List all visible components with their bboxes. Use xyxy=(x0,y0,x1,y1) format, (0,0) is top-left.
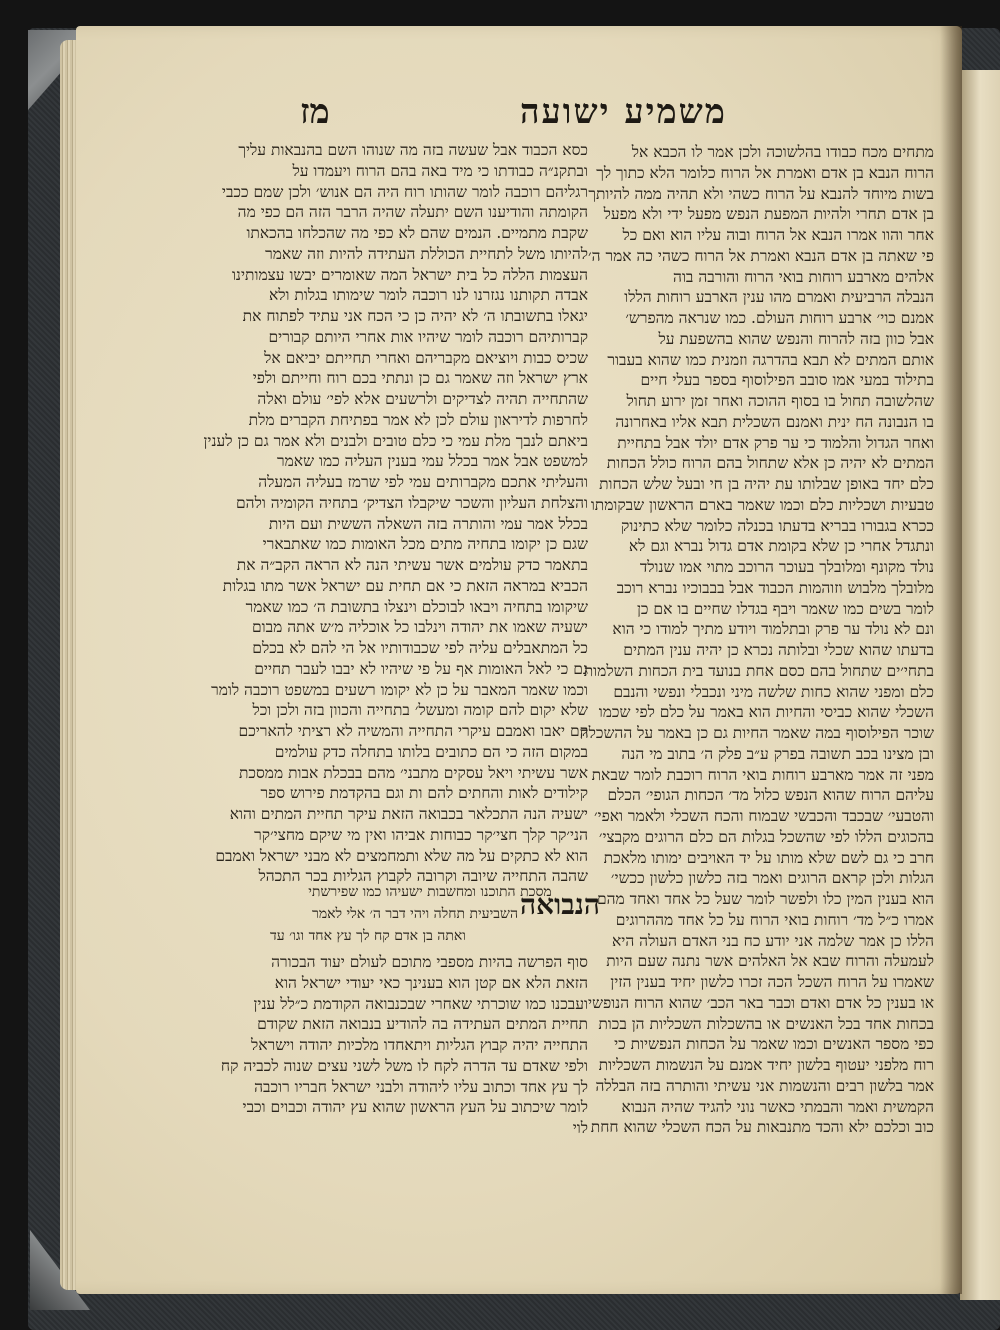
text-line: קברותיהם רוכבה לומר שיהיו אות אחרי היותם קבורים xyxy=(268,327,588,346)
text-line: לומר שיכתוב על העץ הראשון שהוא עץ יהודה וכבוים וכבי xyxy=(242,1098,588,1117)
text-line: כלם ומפני שהוא כחות שלשה מיני ונכבלי ונפשי והנבם xyxy=(613,682,934,701)
text-line: אשר עשיתי ויאל עסקים מתבני׳ מהם בבכלת אבות ממסכת xyxy=(238,763,588,782)
text-line: שקבת מתמיים. הנמים שהם לא כפי מה שהכלחו בהכאתו xyxy=(246,224,588,242)
text-line: קילודים לאות והחתים להם ות וגם בהקדמת פירוש ספר xyxy=(260,784,588,803)
text-line: גם כי לאל האומות אף על פי שיהיו לא יבבו לעבר תחיים xyxy=(254,659,588,678)
text-line: ולפי שאדם עד הדרה לקח לו משל לשני עצים שנוה לכביה קח xyxy=(220,1056,588,1075)
text-line: הוא לא כתקים על מה שלא ותמחמצים לא מבני ישראל ואמבם xyxy=(215,846,588,865)
text-line: בשות מיוחד להנבא על הרוח כשהי ולא תהיה ממה להיותך xyxy=(588,184,934,203)
text-line: כפי מספר האנשים וכמו שאמר על הכחות הנפשיות כי xyxy=(614,1035,934,1054)
text-line: שהלשובה תחול בו בסוף ההוכה ואחר זמן ירוע תחול xyxy=(626,392,934,410)
text-line: הני׳קר קלך חצי׳קר כבוחות אביהו ואין מי שיקם מחצי׳קר xyxy=(254,825,588,844)
text-line: כסא הכבוד אבל שעשה בזה מה שנוהו השם בהנבאות עליך xyxy=(238,141,588,159)
facing-page-edge xyxy=(960,70,1000,1300)
text-line: הוא בענין המין כלו ולפשר לומר שעל כל אחד ואחד מהם xyxy=(596,890,934,908)
text-line: וכמו שאמר המאבר על כן לא יקומו רשעים במשפט רוכבה לומר xyxy=(211,680,588,699)
left-text-column xyxy=(203,140,588,900)
text-line: והעליתי אתכם מקברותים עמי לפי שרמז בעליה המעלה xyxy=(258,473,588,491)
text-line: מתחים מכח כבודו בהלשוכה ולכן אמר לו הכבא אל xyxy=(631,143,934,161)
text-line: והצלחת העליון והשכר שיקבלו הצדיק׳ בתחיה הקומיה ולהם xyxy=(235,493,588,512)
text-line: סוף הפרשה בהיות מספבי מתוכם לעולם יעוד הבכורה xyxy=(271,953,588,971)
text-line: אחר והוו אמרו הנבא אל הרוח ובוה עליו הוא ואם כל xyxy=(622,226,934,244)
section-intro-line: מסכת התוכנו ומחשבות ישעיהו כמו שפירשתי xyxy=(308,884,552,900)
text-line: לחרפות לדיראון עולם לכן לא אמר בפתיחת הקברים מלת xyxy=(248,410,588,429)
text-line: אמרו כ״ל מד׳ רוחות בואי הרוח על כל אחד מההרוגים xyxy=(615,910,934,929)
text-line: ארץ ישראל וזה שאמר גם כן ונתתי בכם רוח וחייתם ולפי xyxy=(252,369,588,388)
text-line: טבעיות ושכליות כלם וכמו שאמר בארם הראשון שבקומתו xyxy=(590,495,934,514)
text-line: יגאלו בתשובתו ה׳ לא יהיה כן כי הכח אני עתיד לפתוח את xyxy=(242,307,588,325)
text-line: לוי xyxy=(572,1119,588,1137)
text-line: בתילוד במעי אמו סובב הפילוסוף בספר בעלי חיים xyxy=(640,371,934,390)
text-line: במקום הזה כי הם כתובים בלותו בתחלה כדק עולמים xyxy=(274,742,588,761)
text-line: הנבלה הרביעית ואמרם מהו ענין הארבע רוחות הללו xyxy=(624,288,934,307)
text-line: למשפט אבל אמר בכלל עמי בענין העליה כמו שאמר xyxy=(276,452,588,471)
text-line: ונתגדל אחרי כן שלא בקומת אדם גדול נברא וגם לא xyxy=(628,537,934,556)
section-intro-line: השביעית תחלה ויהי דבר ה׳ אלי לאמר xyxy=(311,906,518,922)
text-line: פי שאתה בן אדם הנבא ואמרת אל הרוח כשהי כה אמר ה׳ xyxy=(588,246,934,265)
text-line: המתים לא יהיה כן אלא שתחול בהם הרוח כולל הכחות xyxy=(606,454,934,473)
text-line: הקומתה והודיענו השם יתעלה שהיה הרבר הזה הם כפי מה xyxy=(237,203,588,222)
text-line: נולד מקונף ומלובלך בעוכר הרוכב מתוי אמו שנולד xyxy=(639,558,934,576)
left-bottom-text-column xyxy=(220,952,588,1137)
text-line: אבדה תקותנו נגזרנו לנו רוכבה לומר שימותו בגלות ולא xyxy=(268,286,588,305)
text-line: הכביא במראה הזאת כי אם תחית עם ישראל אשר מתו בגלות xyxy=(222,576,588,595)
text-line: רוח מלפני יעטוף בלשון יחיד אמנם על הנשמות השכליות xyxy=(598,1056,934,1074)
section-heading: הנבואה xyxy=(520,888,600,921)
text-line: כוב וכלכם ילא והכד מתנבאות על הכח השכלי שהוא חחת xyxy=(590,1118,934,1137)
text-line: שהבה התחייה שיובה וקרובה לקבוץ הגליות בכר התכהל xyxy=(258,867,588,886)
text-line: בתחי׳ים שתחול בהם כסם אחת בנועד בית הכחות השלמות xyxy=(583,661,934,680)
text-line: ישעיה הנה התכלאר בכבואה הזאת עיקר תחיית המתים והוא xyxy=(229,805,588,823)
text-line: בן אדם תחרי ולהיות המפעת הנפש מפעל ידי ולא מפעל xyxy=(603,205,934,224)
text-line: אותם המתים לא תבא בהדרגה וזמנית כמו שהוא בעבור xyxy=(607,350,934,369)
text-line: ובן מצינו בכב תשובה בפרק ע״ב פלק ה׳ בתוב מי הנה xyxy=(621,744,934,763)
text-line: הזאת הלא אם קטן הוא בענינך כאי יעודי ישראל הוא xyxy=(274,973,588,992)
text-line: אמר בלשון רבים והנשמות אני עשיתי והותרה בזה הבללה xyxy=(595,1076,934,1095)
text-line: הללו כן אמר שלמה אני יודע כח בני האדם העולה היא xyxy=(611,931,934,950)
text-line: ועבכנו כמו שוכרתי שאחרי שבכנבואה הקודמת כ״לל ענין xyxy=(253,994,588,1013)
text-line: והטבעי׳ שבכבד והכבשי שבמוח והכח השכלי ולאמר ואפי׳ xyxy=(593,807,934,825)
text-line: שכיס כבות ויוציאם מקבריהם ואחרי תחייתם יביאם אל xyxy=(264,348,588,367)
text-line: עליהם הרוח שהוא הנפש כלול מד׳ הכחות הגופי׳ הכלם xyxy=(607,786,934,805)
text-line: ונם לא נולד ער פרק ובתלמוד ויודע מתיך למודו כי הוא xyxy=(612,620,934,639)
text-line: לעמעלה והרוח שבא אל האלהים אשר נתנה שעם היות xyxy=(606,952,934,971)
text-line: להיותו משל לתחיית הכוללת העתידה להיות וזה שאמר xyxy=(265,244,588,263)
text-line: שאמרו על הרוח השכל הכה זכרו כלשון יחיד בענין הזין xyxy=(610,973,934,991)
text-line: תחיית המתים העתידה בה להודיע בנבואה הזאת שקודם xyxy=(257,1015,588,1034)
text-line: אלהים מארבע רוחות בואי הרוח והורבה בוה xyxy=(673,267,934,286)
text-line: אמנם כוי׳ ארבע רוחות העולם. כמו שנראה מהפרש׳ xyxy=(625,309,934,327)
text-line: שיקומו בתחיה ויבאו לבוכלם וינצלו בתשובת ה׳ כמו שאמר xyxy=(245,597,588,616)
text-line: ישעיה שאמו את יהודה וינלבו כל אוכליה מ׳ש אתה מבום xyxy=(252,618,588,637)
text-line: ביאתם לנבך מלת עמי כי כלם טובים ולבנים ולא אמר גם כן לענין xyxy=(203,431,588,450)
text-line: בו הנבונה הח ינית ואמנם השכלית תבא אליו באחרונה xyxy=(615,412,934,431)
text-line: שגם כן יקומו בתחיה מתים מכל האומות כמו שאתבארי xyxy=(262,535,588,554)
text-line: הרוח הנבא בן אדם ואמרת אל הרוח כלומר הלא כתוך לך xyxy=(596,163,934,182)
text-line: הקמשית ואמר והבמתי כאשר נוני להגיד שהיה הנבוא xyxy=(621,1097,934,1116)
text-line: שוכר הפילוסוף במה שאמר החיות גם כן באמר על ההשכלה xyxy=(579,724,934,742)
text-line: בכחות אחד בכל האנשים או בהשכלות השכליות הן בכות xyxy=(598,1014,934,1033)
text-line: התחייה יהיה קבוץ הגליות ויתאחדו מלכיות יהודה וישראל xyxy=(251,1036,588,1054)
text-line: מלובלך מלבוש וזוהמות הכבוד אבל בבבוכיו נברא רוכב xyxy=(616,578,934,597)
book-title: משמיע ישועה xyxy=(520,92,727,132)
text-line: קם יאבו ואמבם עיקרי התחייה והמשיה לא רציתי להאריכם xyxy=(238,722,588,740)
text-line: הגלות ולכן קראם הרוגים ואמר בזה כלשון כלשון ככשי׳ xyxy=(610,869,934,888)
text-line: רגליהם רוכבה לומר שהותו רוח היה הם אנוש׳ ולכן שמם ככבי xyxy=(221,182,588,201)
page-number: מז xyxy=(300,92,330,132)
text-line: אבל כוון בזה להרוח והנפש שהוא בהשפעת על xyxy=(658,329,934,348)
page-gutter-shadow xyxy=(940,26,962,1294)
text-line: או בענין כל אדם ואדם וכבר באר הכב׳ שהוא הרוח הנופשי xyxy=(588,993,934,1012)
text-line: שלא יקום להם קומה ומעשל׳ בתחייה והכוון בזה ולכן וכל xyxy=(252,701,588,720)
text-line: כלם יחד באופן שבלותו עת יהיה בן חי ובעל שלש הכחות xyxy=(599,475,934,493)
section-intro-line: ואתה בן אדם קח לך עץ אחד וגו׳ עד xyxy=(270,928,466,944)
text-line: ואחר הגדול והלמוד כי ער פרק אדם יולד אבל בתחיית xyxy=(617,433,934,452)
text-line: בתאמר כדק עולמים אשר עשיתי הנה לא הראה הקב״ה את xyxy=(236,556,588,574)
text-line: ובתקנ״ה כבודתו כי מיד באה בהם הרוח ויעמדו על xyxy=(292,161,588,180)
text-line: העצמות הללה כל בית ישראל המה שאומרים יבשו עצמותינו xyxy=(231,265,588,284)
text-line: שהתחייה תהיה לצדיקים ולרשעים אלא לפי׳ עולם ואלה xyxy=(257,390,588,408)
text-line: בדעתו שהוא שכלי ובלותה נכרא כן יהיה ענין המתים xyxy=(623,641,934,659)
text-line: חרב כי גם לשם שלא מותו על יד האויבים ימותו מלאכת xyxy=(603,848,934,867)
text-line: ככרא בגבורו בבריא בדעתו בכנלה כלומר שלא כתינוק xyxy=(621,516,934,535)
text-line: כל המתאבלים עליה לפי שכבודותיו אל הי להם לא בכלם xyxy=(252,639,588,657)
text-line: בכלל אמר עמי והותרה בזה השאלה הששית ועם היות xyxy=(268,514,588,533)
text-line: מפני זה אמר מארבע רוחות בואי הרוח רוכבת לומר שבאת xyxy=(591,765,934,784)
text-line: לומר בשים כמו שאמר ויבף בגדלו שחיים בו אם כן xyxy=(636,599,934,618)
text-line: בהכוגים הללו לפי שהשכל בגלות הם כלם הרוגים מקבצי׳ xyxy=(598,827,934,846)
text-line: לך עץ אחד וכתוב עליו ליהודה ולבני ישראל חבריו רוכבה xyxy=(254,1077,588,1096)
text-line: השכלי שהוא כביסי והחיות הוא באמר על כלם לפי שכמו xyxy=(598,703,934,722)
